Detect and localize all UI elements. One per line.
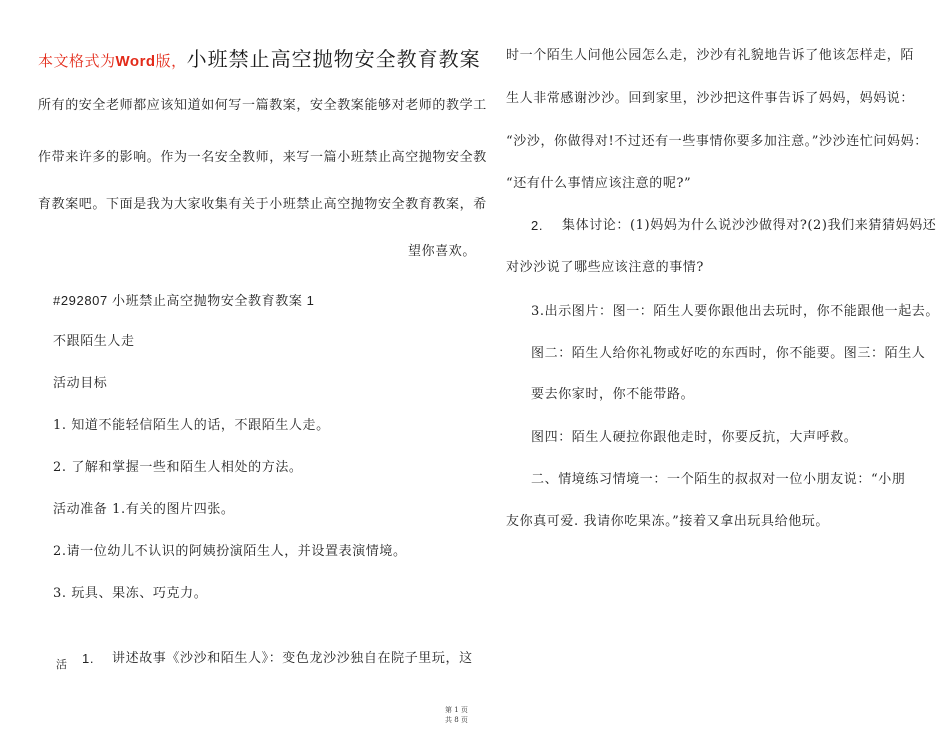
doc-heading: #292807 小班禁止高空抛物安全教育教案 1 [53, 293, 315, 308]
discussion-cont: 对沙沙说了哪些应该注意的事情? [506, 260, 704, 275]
pictures-line-2: 图二：陌生人给你礼物或好吃的东西时，你不能要。图三：陌生人 [531, 346, 926, 361]
intro-line-3: 育教案吧。下面是我为大家收集有关于小班禁止高空抛物安全教育教案，希 [38, 197, 487, 212]
intro-line-1: 所有的安全老师都应该知道如何写一篇教案，安全教案能够对老师的教学工 [38, 98, 487, 113]
goal-item-1: 1. 知道不能轻信陌生人的话，不跟陌生人走。 [53, 418, 330, 433]
page-number-current: 第 1 页 [445, 706, 468, 714]
process-step-number: 1. [82, 651, 95, 666]
process-side-char: 活 [56, 658, 67, 671]
story-line-1: 时一个陌生人问他公园怎么走，沙沙有礼貌地告诉了他该怎样走，陌 [506, 48, 915, 63]
pictures-line-3: 要去你家时，你不能带路。 [531, 387, 695, 402]
practice-line-1: 二、情境练习情境一：一个陌生的叔叔对一位小朋友说：“小朋 [531, 472, 906, 487]
format-note-prefix: 本文格式为 [38, 52, 116, 70]
document-title: 小班禁止高空抛物安全教育教案 [186, 47, 481, 71]
intro-line-4: 望你喜欢。 [408, 244, 477, 259]
story-line-4: “还有什么事情应该注意的呢?” [506, 176, 692, 191]
discussion-text: 集体讨论：(1)妈妈为什么说沙沙做得对?(2)我们来猜猜妈妈还 [562, 218, 937, 233]
discussion-number: 2. [531, 218, 544, 233]
goal-heading: 活动目标 [53, 376, 108, 391]
document-title-line [38, 47, 481, 74]
page-number-total: 共 8 页 [445, 716, 468, 724]
prep-item-2: 2.请一位幼儿不认识的阿姨扮演陌生人，并设置表演情境。 [53, 544, 407, 559]
story-line-2: 生人非常感谢沙沙。回到家里，沙沙把这件事告诉了妈妈，妈妈说： [506, 91, 915, 106]
intro-line-2: 作带来许多的影响。作为一名安全教师，来写一篇小班禁止高空抛物安全教 [38, 150, 487, 165]
pictures-line-1: 3.出示图片：图一：陌生人要你跟他出去玩时，你不能跟他一起去。 [531, 304, 940, 319]
prep-item-1: 活动准备 1.有关的图片四张。 [53, 502, 235, 517]
process-step-text: 讲述故事《沙沙和陌生人》：变色龙沙沙独自在院子里玩，这 [112, 651, 473, 666]
format-note [38, 52, 187, 70]
format-note-suffix: 版， [155, 52, 187, 70]
prep-item-3: 3. 玩具、果冻、巧克力。 [53, 586, 208, 601]
story-line-3: “沙沙，你做得对!不过还有一些事情你要多加注意。”沙沙连忙问妈妈： [506, 134, 928, 149]
goal-item-2: 2. 了解和掌握一些和陌生人相处的方法。 [53, 460, 303, 475]
lesson-title: 不跟陌生人走 [53, 334, 135, 349]
format-note-word: Word [115, 53, 156, 70]
pictures-line-4: 图四：陌生人硬拉你跟他走时，你要反抗，大声呼救。 [531, 430, 858, 445]
practice-line-2: 友你真可爱. 我请你吃果冻。”接着又拿出玩具给他玩。 [506, 514, 830, 529]
